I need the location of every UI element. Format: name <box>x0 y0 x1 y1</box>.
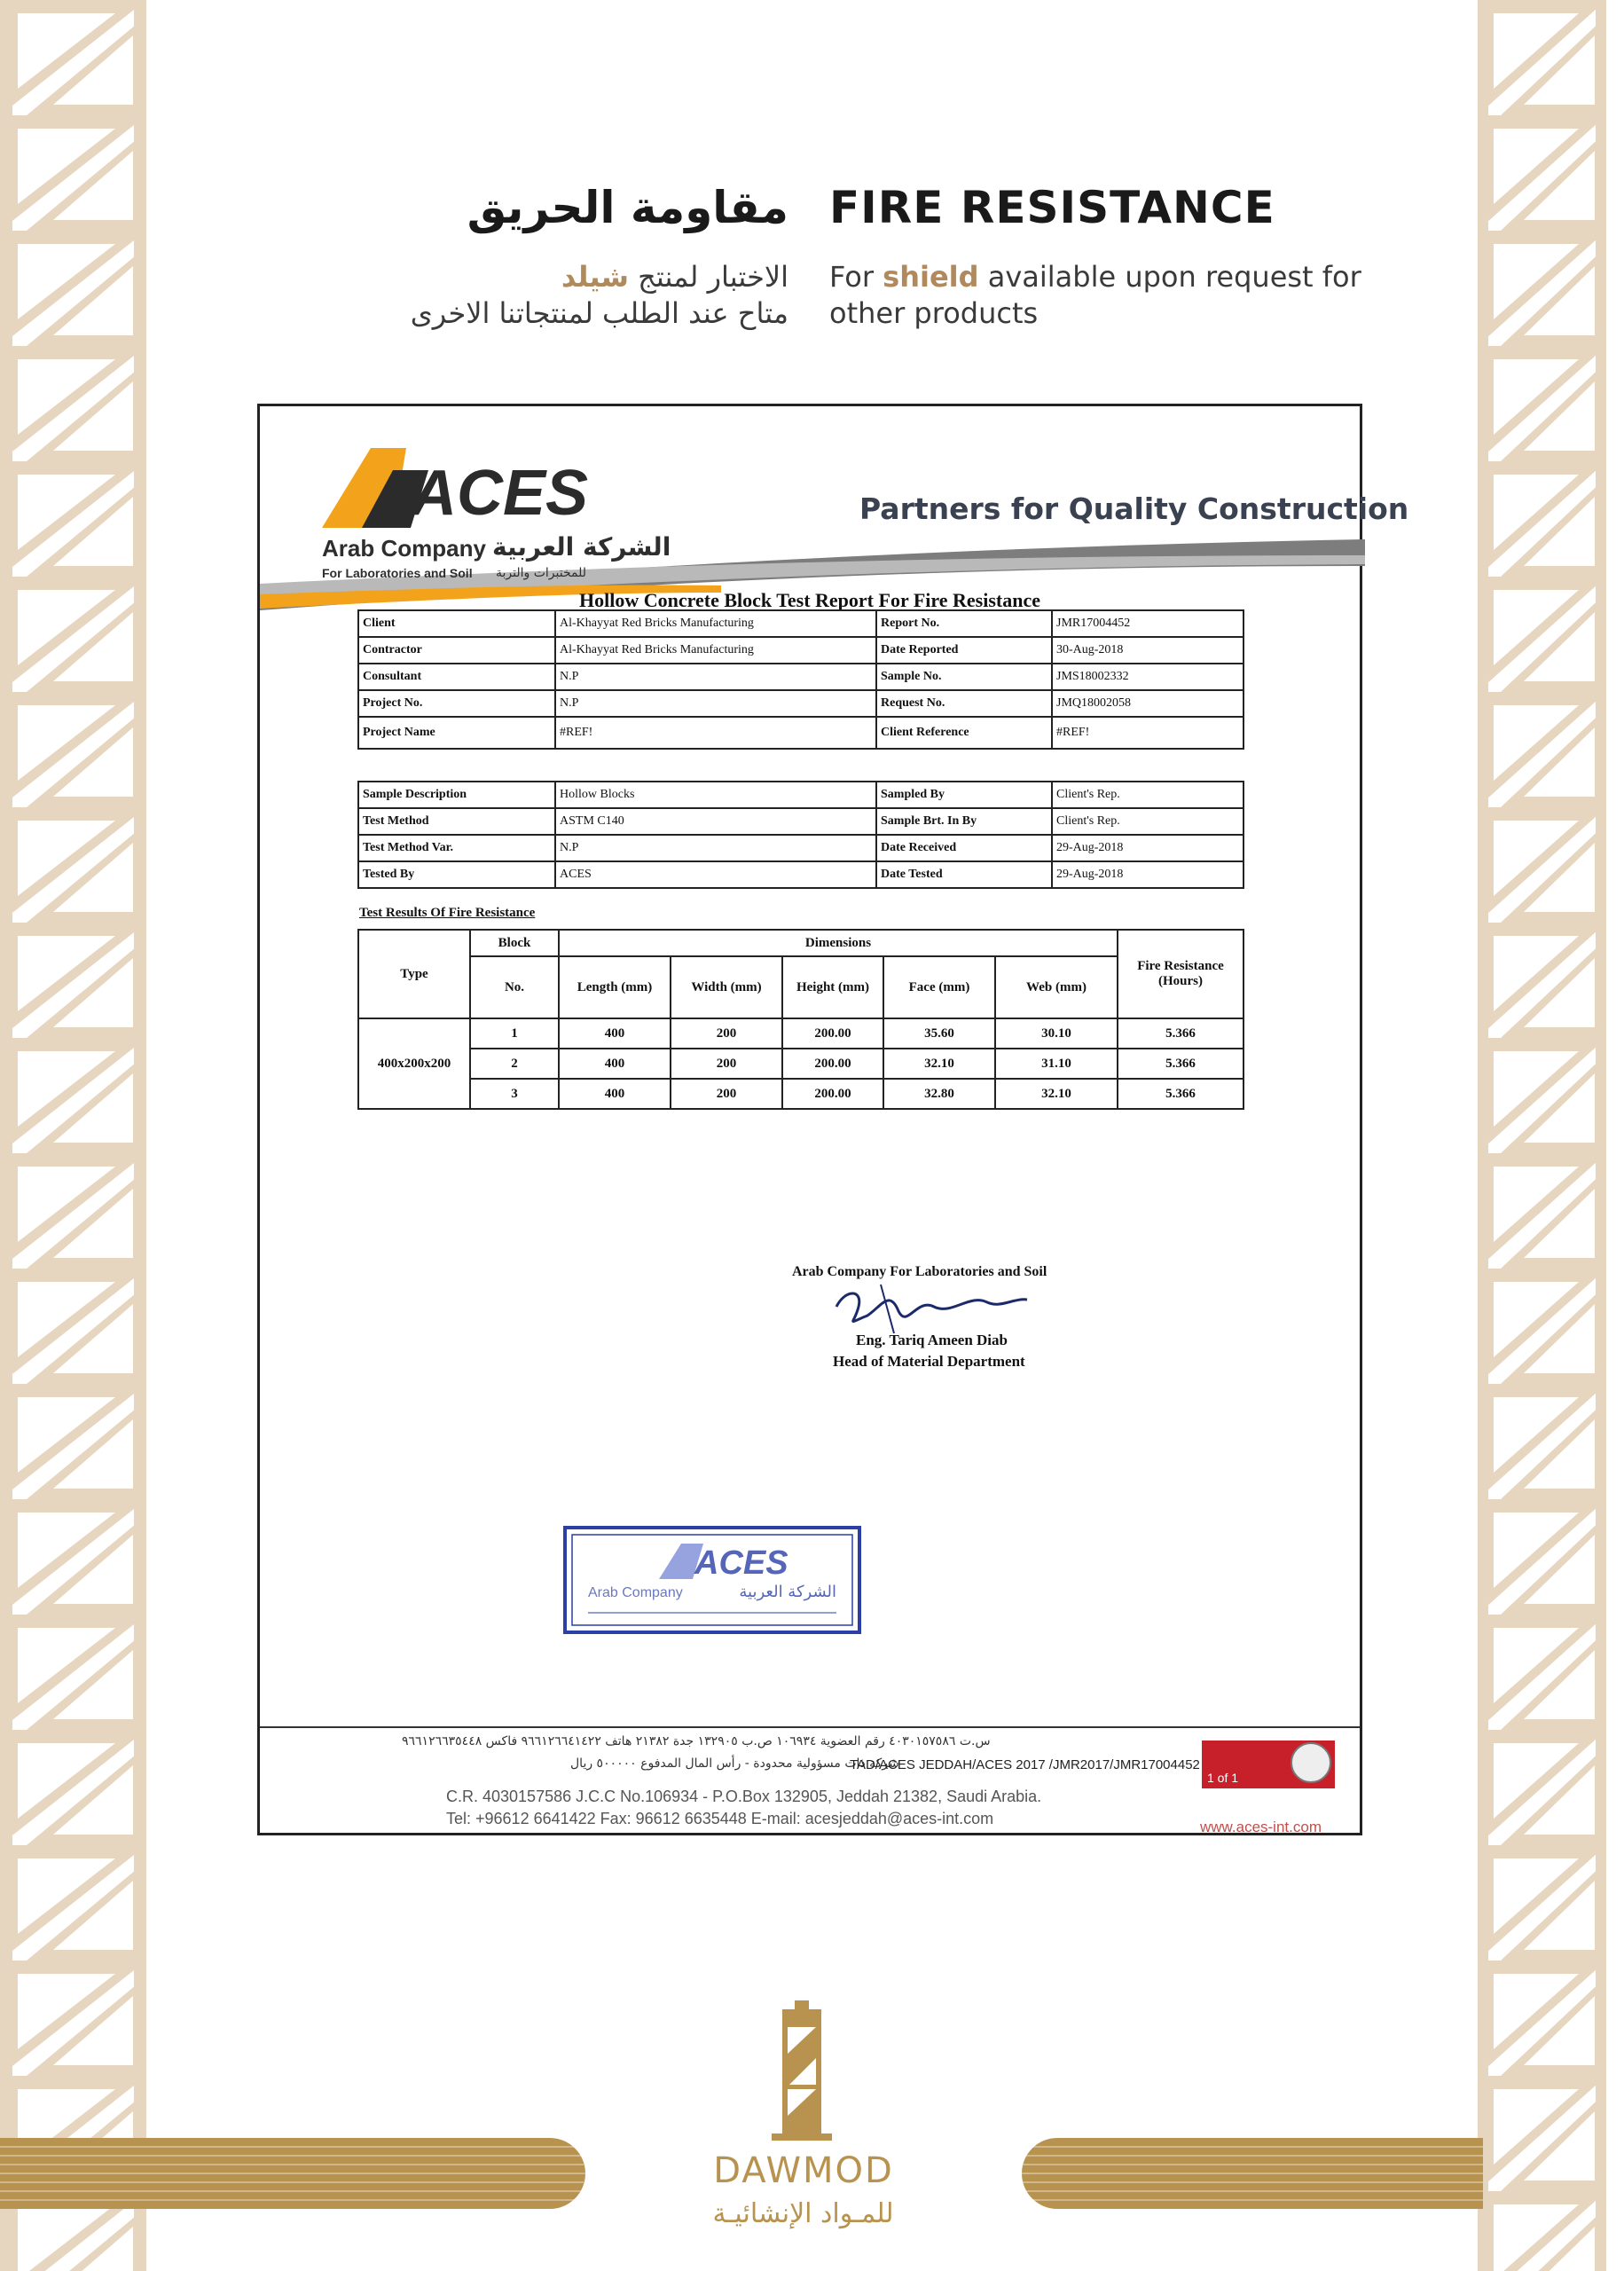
results-table <box>357 929 1244 1110</box>
header-width: Width (mm) <box>671 956 782 1018</box>
sample-info-row <box>358 782 1243 808</box>
sample-info-label: Test Method Var. <box>358 835 555 861</box>
sample-info-row <box>358 808 1243 835</box>
report-info-label: Project No. <box>358 690 555 717</box>
report-title: Hollow Concrete Block Test Report For Fire Resistance <box>579 589 1040 611</box>
report-info-row <box>358 717 1243 749</box>
row-2-fire: 5.366 <box>1118 1049 1243 1079</box>
signature-name: Eng. Tariq Ameen Diab <box>856 1332 1008 1348</box>
report-info-row <box>358 664 1243 690</box>
header-face: Face (mm) <box>883 956 995 1018</box>
company-sub-en: For Laboratories and Soil <box>322 566 473 580</box>
report-info-label: Project Name <box>358 717 555 749</box>
header-web: Web (mm) <box>995 956 1118 1018</box>
dawmod-logo <box>701 2000 906 2196</box>
report-info-value: #REF! <box>1052 717 1243 749</box>
sample-info-label: Test Method <box>358 808 555 835</box>
report-info-table <box>357 609 1244 750</box>
header-length: Length (mm) <box>559 956 671 1018</box>
row-1-width: 200 <box>671 1018 782 1049</box>
report-info-label: Request No. <box>876 690 1052 717</box>
row-1-length: 400 <box>559 1018 671 1049</box>
sample-info-row <box>358 835 1243 861</box>
report-info-value: N.P <box>555 664 876 690</box>
sample-info-label: Sample Description <box>358 782 555 808</box>
header-fire-resistance: Fire Resistance (Hours) <box>1118 930 1243 1018</box>
header-type: Type <box>358 930 470 1018</box>
subtitle-ar-line2: متاح عند الطلب لمنتجاتنا الاخرى <box>410 296 788 330</box>
sample-info-value: Client's Rep. <box>1052 808 1243 835</box>
brand-name-ar: للمـواد الإنشائيـة <box>712 2198 894 2229</box>
report-info-label: Client <box>358 610 555 637</box>
row-3-width: 200 <box>671 1079 782 1109</box>
stamp-company-en: Arab Company <box>588 1585 683 1600</box>
signature-role: Head of Material Department <box>833 1353 1025 1370</box>
report-info-label: Contractor <box>358 637 555 664</box>
report-info-value: Al-Khayyat Red Bricks Manufacturing <box>555 637 876 664</box>
sample-info-value: ACES <box>555 861 876 888</box>
page-number: 1 of 1 <box>1207 1771 1239 1785</box>
row-3-length: 400 <box>559 1079 671 1109</box>
sample-info-label: Date Received <box>876 835 1052 861</box>
company-stamp <box>561 1524 863 1639</box>
sample-info-value: Client's Rep. <box>1052 782 1243 808</box>
sample-info-label: Sample Brt. In By <box>876 808 1052 835</box>
stamp-logo-text: ACES <box>694 1544 788 1582</box>
subtitle-en-prefix: For <box>829 260 883 294</box>
row-3-height: 200.00 <box>782 1079 883 1109</box>
report-info-value: #REF! <box>555 717 876 749</box>
report-info-label: Report No. <box>876 610 1052 637</box>
report-info-value: N.P <box>555 690 876 717</box>
row-1-web: 30.10 <box>995 1018 1118 1049</box>
footer-arabic-line-1: س.ت ٤٠٣٠١٥٧٥٨٦ رقم العضوية ١٠٦٩٣٤ ص.ب ١٣٢٩٠٥ جدة ٢١٣٨٢ هاتف ٩٦٦١٢٦٦٤١٤٢٢ فاكس ٩٦٦١٢٦٦٣٥٤٤٨ <box>402 1734 991 1748</box>
row-3-web: 32.10 <box>995 1079 1118 1109</box>
report-info-label: Date Reported <box>876 637 1052 664</box>
report-info-row <box>358 610 1243 637</box>
signature-scribble <box>828 1280 1032 1333</box>
footer-arabic-line-2: شركة ذات مسؤولية محدودة - رأس المال المدفوع ٥٠٠٠٠٠ ريال <box>570 1756 899 1771</box>
sample-info-value: Hollow Blocks <box>555 782 876 808</box>
row-2-no: 2 <box>470 1049 559 1079</box>
footer-divider <box>260 1726 1360 1728</box>
report-info-label: Client Reference <box>876 717 1052 749</box>
subtitle-en-highlight: shield <box>883 260 979 294</box>
subtitle-ar <box>292 259 788 332</box>
row-2-width: 200 <box>671 1049 782 1079</box>
company-sub-ar: للمختبرات والتربة <box>496 566 586 580</box>
row-1-height: 200.00 <box>782 1018 883 1049</box>
company-tagline: Partners for Quality Construction <box>859 491 1409 526</box>
aces-logo <box>322 444 589 532</box>
decorative-border-right <box>1478 0 1624 2271</box>
aces-logo-text: ACES <box>411 458 589 529</box>
sample-info-value: 29-Aug-2018 <box>1052 861 1243 888</box>
sample-info-row <box>358 861 1243 888</box>
row-2-web: 31.10 <box>995 1049 1118 1079</box>
certification-seal-icon <box>1291 1742 1331 1783</box>
sample-info-label: Sampled By <box>876 782 1052 808</box>
header-height: Height (mm) <box>782 956 883 1018</box>
type-value: 400x200x200 <box>358 1018 470 1109</box>
footer-website: www.aces-int.com <box>1200 1819 1322 1835</box>
subtitle-ar-prefix: الاختبار لمنتج <box>629 260 788 294</box>
sample-info-table <box>357 781 1244 889</box>
row-2-face: 32.10 <box>883 1049 995 1079</box>
row-3-fire: 5.366 <box>1118 1079 1243 1109</box>
footer-english-line-1: C.R. 4030157586 J.C.C No.106934 - P.O.Box 132905, Jeddah 21382, Saudi Arabia. <box>446 1788 1042 1805</box>
row-2-length: 400 <box>559 1049 671 1079</box>
sample-info-value: 29-Aug-2018 <box>1052 835 1243 861</box>
certification-badge <box>1202 1741 1335 1788</box>
company-name-ar: الشركة العربية <box>492 532 671 562</box>
report-info-value: 30-Aug-2018 <box>1052 637 1243 664</box>
sample-info-label: Tested By <box>358 861 555 888</box>
row-1-fire: 5.366 <box>1118 1018 1243 1049</box>
subtitle-en-suffix: available upon request for other products <box>829 260 1361 330</box>
subtitle-ar-highlight: شيلد <box>561 260 629 294</box>
report-info-label: Sample No. <box>876 664 1052 690</box>
footer-english-line-2: Tel: +96612 6641422 Fax: 96612 6635448 E-mail: acesjeddah@aces-int.com <box>446 1810 994 1827</box>
report-info-value: JMQ18002058 <box>1052 690 1243 717</box>
signature-company: Arab Company For Laboratories and Soil <box>792 1264 1047 1279</box>
sample-info-value: ASTM C140 <box>555 808 876 835</box>
brand-name-en: DAWMOD <box>713 2150 894 2191</box>
stamp-company-ar: الشركة العربية <box>739 1583 836 1601</box>
sample-info-value: N.P <box>555 835 876 861</box>
header-block: Block <box>470 930 559 956</box>
header-block-no: No. <box>470 956 559 1018</box>
row-2-height: 200.00 <box>782 1049 883 1079</box>
report-info-value: JMR17004452 <box>1052 610 1243 637</box>
row-3-face: 32.80 <box>883 1079 995 1109</box>
sample-info-label: Date Tested <box>876 861 1052 888</box>
decorative-border-left <box>0 0 146 2271</box>
footer-reference: TAD/ACES JEDDAH/ACES 2017 /JMR2017/JMR17004452 <box>850 1757 1200 1772</box>
row-1-no: 1 <box>470 1018 559 1049</box>
report-info-label: Consultant <box>358 664 555 690</box>
report-info-row <box>358 637 1243 664</box>
row-1-face: 35.60 <box>883 1018 995 1049</box>
company-name-en: Arab Company <box>322 535 486 562</box>
test-report-document <box>257 404 1409 1835</box>
subtitle-en <box>829 259 1361 332</box>
page-title-ar: مقاومة الحريق <box>467 182 788 233</box>
header-dimensions: Dimensions <box>559 930 1118 956</box>
results-title: Test Results Of Fire Resistance <box>359 906 536 920</box>
report-info-row <box>358 690 1243 717</box>
report-info-value: Al-Khayyat Red Bricks Manufacturing <box>555 610 876 637</box>
report-info-value: JMS18002332 <box>1052 664 1243 690</box>
row-3-no: 3 <box>470 1079 559 1109</box>
page-title-en: FIRE RESISTANCE <box>829 182 1275 233</box>
